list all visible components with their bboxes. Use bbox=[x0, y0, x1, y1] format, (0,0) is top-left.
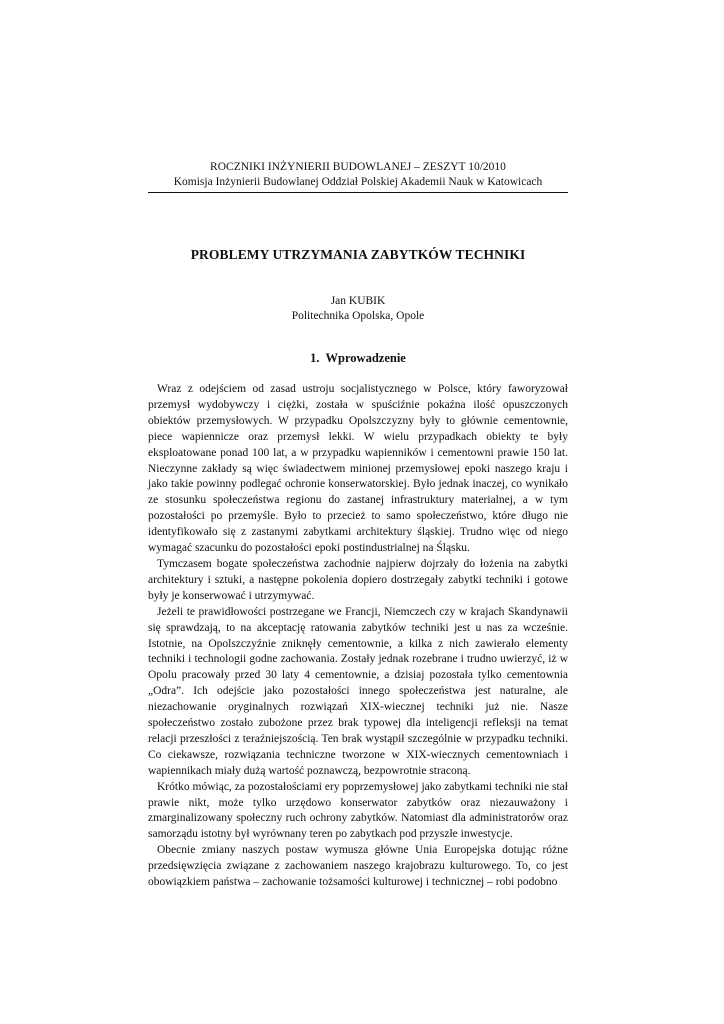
journal-header bbox=[148, 160, 568, 190]
paragraph: Tymczasem bogate społeczeństwa zachodnie najpierw dojrzały do łożenia na zabytki architektury i sztuki, a następne pokolenia dopiero dostrzegały zabytki techniki i gotowe były je konserwować i utrzymywać. bbox=[148, 557, 568, 602]
article-title: PROBLEMY UTRZYMANIA ZABYTKÓW TECHNIKI bbox=[190, 247, 526, 262]
paragraph: Jeżeli te prawidłowości postrzegane we Francji, Niemczech czy w krajach Skandynawii się sprawdzają, to na akceptację ratowania zabytków techniki jest u nas za wcześnie. Istotnie, na Opolszczyźnie zniknęły cementownie, a kilka z nich zawierało elementy techniki i technologii godne zachowania. Zostały jednak rozebrane i trudno uwierzyć, iż w Opolu pracowały przed 30 laty 4 cementownie, a dzisiaj pozostała tylko cementownia „Odra”. Ich odejście jako pozostałości innego społeczeństwa jest naturalne, ale niezachowanie oryginalnych rozwiązań XIX-wiecznej techniki już nie. Nasze społeczeństwo zostało zubożone przez brak typowej dla inteligencji refleksji na temat relacji przeszłości z teraźniejszością. Ten brak wystąpił szczególnie w przypadku techniki. Co ciekawsze, rozwiązania techniczne tworzone w XIX-wiecznych cementowniach i wapiennikach miały dużą wartość poznawczą, bezpowrotnie straconą. bbox=[148, 605, 568, 777]
section-number: 1. bbox=[310, 351, 320, 365]
paragraph: Obecnie zmiany naszych postaw wymusza główne Unia Europejska dotując różne przedsięwzięcia związane z zachowaniem naszego krajobrazu kulturowego. To, co jest obowiązkiem państwa – zachowanie tożsamości kulturowej i technicznej – robi podobno bbox=[148, 844, 568, 889]
document-page bbox=[148, 160, 568, 891]
author-affiliation: Politechnika Opolska, Opole bbox=[291, 310, 425, 322]
author-name: Jan KUBIK bbox=[330, 295, 386, 307]
header-divider bbox=[148, 192, 568, 193]
author-block bbox=[148, 294, 568, 324]
section-heading bbox=[148, 351, 568, 366]
journal-title: ROCZNIKI INŻYNIERII BUDOWLANEJ – ZESZYT 10/2010 bbox=[210, 161, 506, 173]
section-body bbox=[148, 382, 568, 891]
paragraph: Wraz z odejściem od zasad ustroju socjalistycznego w Polsce, który faworyzował przemysł wydobywczy i ciężki, została w spuściźnie pokaźna ilość opuszczonych obiektów przemysłowych. W przypadku Opolszczyzny były to głównie cementownie, piece wapiennicze oraz przemysł lekki. W wielu przypadkach obiekty te były eksploatowane ponad 100 lat, a w przypadku wapienników i cementowni prawie 150 lat. Nieczynne zakłady są więc świadectwem minionej przemysłowej epoki naszego kraju i jako takie powinny podlegać ochronie konserwatorskiej. Było jednak inaczej, co wynikało ze stosunku społeczeństwa regionu do zastanej infrastruktury materialnej, a w tym pozostałości po przemyśle. Było to przecież to samo społeczeństwo, które długo nie identyfikowało się z zastanymi zabytkami architektury śląskiej. Trudno więc od niego wymagać szacunku do pozostałości epoki postindustrialnej na Śląsku. bbox=[148, 383, 568, 555]
section-title: Wprowadzenie bbox=[325, 351, 406, 365]
journal-publisher: Komisja Inżynierii Budowlanej Oddział Polskiej Akademii Nauk w Katowicach bbox=[173, 176, 543, 188]
paragraph: Krótko mówiąc, za pozostałościami ery poprzemysłowej jako zabytkami techniki nie stał prawie nikt, może tylko urzędowo konserwator zabytków oraz niezauważony i zmarginalizowany społeczny ruch ochrony zabytków. Natomiast dla administratorów oraz samorządu istotny był wyrównany teren po zabytkach pod przyszłe inwestycje. bbox=[148, 780, 568, 841]
